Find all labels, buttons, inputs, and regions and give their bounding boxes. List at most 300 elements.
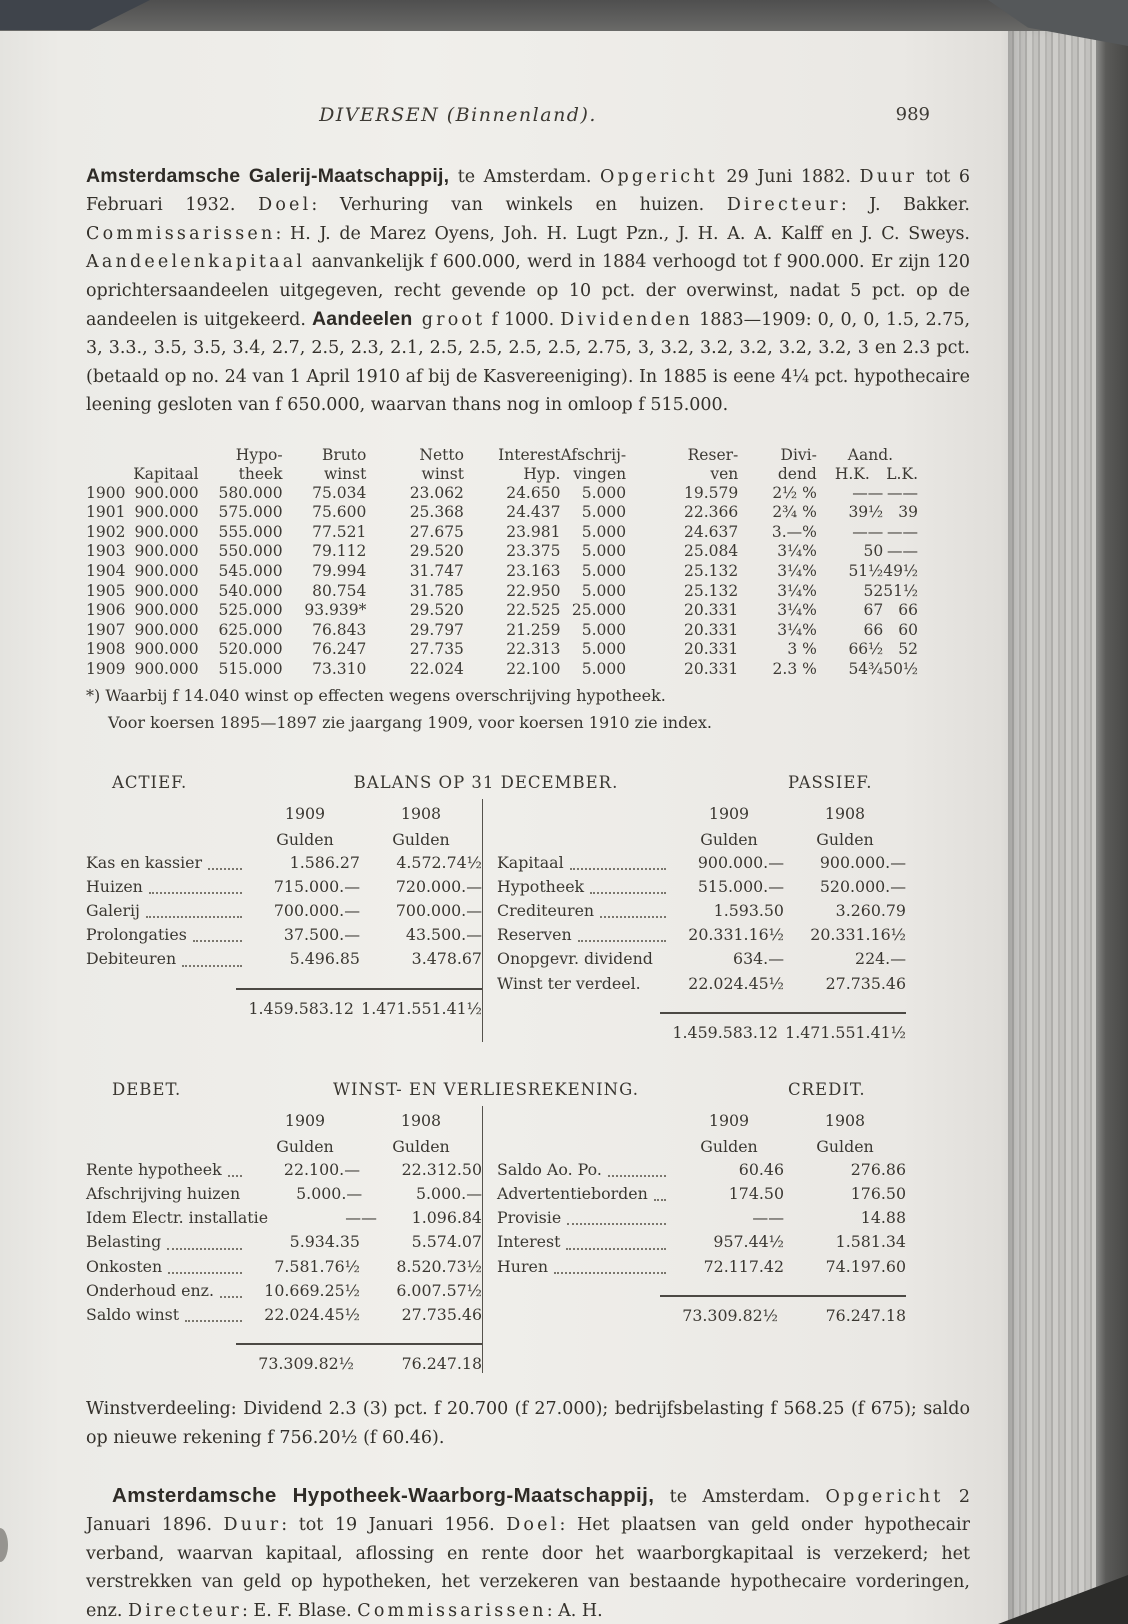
balance-row xyxy=(86,947,482,971)
wv-debet-heading: DEBET. xyxy=(112,1079,182,1099)
total-1909: 1.459.583.12 xyxy=(248,998,354,1018)
col-interest-h2: Hyp. xyxy=(523,464,561,483)
wv-credit-total xyxy=(497,1295,906,1325)
row-label: Interest xyxy=(497,1232,561,1252)
cell-reserven: 20.331 xyxy=(684,601,739,620)
cell-nettowinst: 31.785 xyxy=(409,581,464,600)
text-segment: : E. F. Blase. xyxy=(241,1600,358,1621)
value-1909: 900.000.— xyxy=(697,852,784,872)
year-label: 1909 xyxy=(284,1110,326,1130)
cell-dividend: 2¾ % xyxy=(772,503,817,522)
cell-nettowinst: 27.675 xyxy=(409,522,464,541)
text-segment: 29 Juni 1882. xyxy=(717,167,860,187)
cell-brutowinst: 73.310 xyxy=(312,660,367,678)
dotted-leader xyxy=(566,1230,666,1249)
dotted-leader xyxy=(220,1279,242,1298)
cell-interest: 21.259 xyxy=(506,620,561,639)
cell-reserven: 22.366 xyxy=(684,503,739,522)
cell-interest: 23.375 xyxy=(506,542,561,561)
col-afschrijvingen-h2: vingen xyxy=(573,464,627,483)
cell-koers-hoog: 52 xyxy=(863,581,884,600)
row-label: Prolongaties xyxy=(86,925,187,945)
pl-row xyxy=(86,1255,482,1279)
value-1908: 3.478.67 xyxy=(411,949,482,969)
row-label: Galerij xyxy=(86,901,140,920)
dotted-leader xyxy=(149,875,242,894)
balans-passief-heading: PASSIEF. xyxy=(788,772,873,792)
row-label: Huren xyxy=(497,1256,549,1276)
results-footnote-2: Voor koersen 1895—1897 zie jaargang 1909, voor koersen 1910 zie index. xyxy=(108,713,712,733)
cell-year: 1901 xyxy=(86,503,126,522)
cell-brutowinst: 80.754 xyxy=(312,581,367,600)
value-1908: 700.000.— xyxy=(395,901,482,920)
balans-actief-heading: ACTIEF. xyxy=(112,772,188,792)
value-1908: 276.86 xyxy=(850,1159,906,1179)
value-1908: 720.000.— xyxy=(395,876,482,896)
balans-passief-column xyxy=(482,799,970,1042)
row-label: Afschrijving huizen xyxy=(86,1184,241,1204)
cell-kapitaal: 900.000 xyxy=(134,542,199,561)
cell-kapitaal: 900.000 xyxy=(134,620,199,639)
col-kapitaal-h2: Kapitaal xyxy=(133,464,199,483)
total-1909: 73.309.82½ xyxy=(258,1354,354,1374)
cell-koers-laag: 39 xyxy=(898,503,918,522)
balans-section xyxy=(86,773,970,1042)
cell-brutowinst: 79.994 xyxy=(312,562,367,581)
cell-kapitaal: 900.000 xyxy=(134,581,199,600)
cell-dividend: 3¼% xyxy=(777,620,817,639)
cell-reserven: 25.084 xyxy=(684,542,739,561)
cell-hypotheek: 515.000 xyxy=(218,660,283,678)
balance-row xyxy=(497,947,906,971)
wv-headings xyxy=(86,1080,970,1106)
cell-dividend: 3¼% xyxy=(777,542,817,561)
cell-interest: 22.100 xyxy=(506,660,561,678)
cell-afschrijvingen: 5.000 xyxy=(581,620,627,639)
cell-koers-laag: 50½ xyxy=(883,660,918,678)
text-segment: Opgericht xyxy=(599,167,718,187)
balance-row xyxy=(86,875,482,899)
dotted-leader xyxy=(554,1255,666,1274)
cell-reserven: 19.579 xyxy=(684,483,739,502)
cell-koers-hoog: 66 xyxy=(863,620,884,639)
value-1908: 8.520.73½ xyxy=(396,1256,482,1276)
col-afschrijvingen-h1: Afschrij- xyxy=(560,445,627,464)
text-segment: groot xyxy=(412,310,486,331)
balance-row xyxy=(86,923,482,947)
yearly-results-table xyxy=(86,446,970,680)
text-segment: : J. Bakker. xyxy=(840,195,970,216)
cell-afschrijvingen: 5.000 xyxy=(581,503,627,522)
total-1908: 1.471.551.41½ xyxy=(785,1022,906,1042)
cell-koers-hoog: 50 xyxy=(863,542,884,561)
value-1908: 20.331.16½ xyxy=(810,925,906,945)
value-1908: 22.312.50 xyxy=(401,1159,482,1179)
currency-label: Gulden xyxy=(276,829,334,849)
col-year-h1 xyxy=(86,446,133,465)
value-1908: 27.735.46 xyxy=(825,973,906,993)
cell-nettowinst: 29.520 xyxy=(409,542,464,561)
wv-debet-column xyxy=(86,1106,482,1373)
balans-passief-currency xyxy=(497,829,906,851)
dotted-leader xyxy=(570,851,666,870)
book-page-edges xyxy=(1008,30,1108,1624)
cell-koers-laag: 66 xyxy=(898,601,918,620)
row-label: Reserven xyxy=(497,925,572,945)
wv-credit-rows xyxy=(497,1158,906,1279)
balance-row xyxy=(497,972,906,996)
balance-row xyxy=(497,899,906,923)
value-1909: —— xyxy=(752,1208,784,1228)
cell-koers-hoog: 66½ xyxy=(848,640,884,659)
dotted-leader xyxy=(654,1182,666,1201)
pl-row xyxy=(497,1206,906,1230)
balans-actief-column xyxy=(86,799,482,1042)
cell-dividend: 2.3 % xyxy=(772,660,817,678)
col-interest-h1: Interest xyxy=(498,445,561,464)
row-label: Debiteuren xyxy=(86,949,177,969)
cell-brutowinst: 93.939* xyxy=(304,601,367,620)
cell-brutowinst: 75.034 xyxy=(312,483,367,502)
cell-kapitaal: 900.000 xyxy=(134,562,199,581)
results-table-body xyxy=(86,484,918,680)
cell-koers-hoog: 67 xyxy=(863,601,884,620)
cell-brutowinst: 75.600 xyxy=(312,503,367,522)
currency-label: Gulden xyxy=(276,1136,334,1156)
currency-label: Gulden xyxy=(392,1136,450,1156)
value-1909: 700.000.— xyxy=(273,901,360,920)
text-segment: : tot 19 Januari 1956. xyxy=(281,1515,507,1536)
row-label: Huizen xyxy=(86,876,143,896)
results-footnote-1: *) Waarbij f 14.040 winst op effecten wegens overschrijving hypotheek. xyxy=(86,685,666,705)
col-brutowinst-h2: winst xyxy=(323,464,367,483)
cell-hypotheek: 575.000 xyxy=(218,503,283,522)
value-1908: 74.197.60 xyxy=(825,1256,906,1276)
row-label: Kapitaal xyxy=(497,852,564,872)
cell-koers-hoog: 54¾ xyxy=(848,660,884,678)
cell-dividend: 3 % xyxy=(787,640,817,659)
col-hk-label: H.K. xyxy=(834,464,870,483)
year-label: 1909 xyxy=(708,803,750,823)
value-1909: 10.669.25½ xyxy=(264,1280,360,1300)
text-segment: Aandeelen xyxy=(312,308,413,331)
results-row xyxy=(86,503,918,523)
balans-title: BALANS OP 31 DECEMBER. xyxy=(353,772,619,792)
value-1908: 43.500.— xyxy=(405,925,482,945)
col-reserven-h2: ven xyxy=(710,464,739,483)
cell-hypotheek: 525.000 xyxy=(218,601,283,620)
pl-row xyxy=(497,1158,906,1182)
value-1909: 1.593.50 xyxy=(713,901,784,920)
cell-kapitaal: 900.000 xyxy=(134,601,199,620)
cell-nettowinst: 27.735 xyxy=(409,640,464,659)
col-dividend-h1: Divi- xyxy=(780,445,817,464)
value-1908: 6.007.57½ xyxy=(396,1280,482,1300)
value-1908: 14.88 xyxy=(860,1208,906,1228)
year-label: 1909 xyxy=(284,803,326,823)
value-1908: 1.096.84 xyxy=(411,1208,482,1228)
value-1909: 5.496.85 xyxy=(289,949,360,969)
col-nettowinst-h1: Netto xyxy=(419,445,464,464)
year-label: 1909 xyxy=(708,1110,750,1130)
text-segment: Opgericht xyxy=(825,1487,944,1508)
balance-row xyxy=(497,875,906,899)
balans-actief-total xyxy=(86,988,482,1018)
year-label: 1908 xyxy=(400,1110,442,1130)
cell-afschrijvingen: 25.000 xyxy=(571,601,627,620)
cell-reserven: 20.331 xyxy=(684,660,739,678)
results-row xyxy=(86,523,918,543)
cell-koers-laag: 49½ xyxy=(883,562,918,581)
cell-afschrijvingen: 5.000 xyxy=(581,660,627,678)
text-segment: te Amsterdam. xyxy=(449,167,600,187)
cell-dividend: 3¼% xyxy=(777,601,817,620)
row-label: Saldo winst xyxy=(86,1305,180,1325)
value-1909: 7.581.76½ xyxy=(274,1256,360,1276)
balance-row xyxy=(86,899,482,923)
cell-interest: 23.163 xyxy=(506,562,561,581)
total-1908: 76.247.18 xyxy=(401,1354,482,1374)
cell-nettowinst: 29.797 xyxy=(409,620,464,639)
cell-koers-laag: 51½ xyxy=(883,581,918,600)
value-1908: 520.000.— xyxy=(819,876,906,896)
row-label: Crediteuren xyxy=(497,901,595,920)
pl-row xyxy=(497,1255,906,1279)
balans-headings xyxy=(86,773,970,799)
cell-brutowinst: 77.521 xyxy=(312,522,367,541)
cell-reserven: 25.132 xyxy=(684,581,739,600)
value-1909: 5.000.— xyxy=(296,1184,363,1204)
cell-hypotheek: 580.000 xyxy=(218,483,283,502)
cell-kapitaal: 900.000 xyxy=(134,660,199,678)
results-row xyxy=(86,562,918,582)
dotted-leader xyxy=(590,875,666,894)
results-row xyxy=(86,542,918,562)
text-segment: Amsterdamsche Hypotheek-Waarborg-Maatschappij, xyxy=(112,1484,655,1508)
balance-row xyxy=(497,851,906,875)
pl-row xyxy=(86,1279,482,1303)
text-segment: : H. J. de Marez Oyens, Joh. H. Lugt Pzn., J. H. A. A. Kalff en J. C. Sweys. xyxy=(275,223,970,244)
cell-nettowinst: 25.368 xyxy=(409,503,464,522)
value-1908: 224.— xyxy=(855,949,906,969)
dotted-leader xyxy=(228,1158,242,1177)
dotted-leader xyxy=(567,1206,666,1225)
dotted-leader xyxy=(578,923,666,942)
value-1908: 4.572.74½ xyxy=(396,852,482,872)
total-1909: 1.459.583.12 xyxy=(672,1022,778,1042)
cell-hypotheek: 545.000 xyxy=(218,562,283,581)
text-segment: Commissarissen xyxy=(357,1600,547,1621)
currency-label: Gulden xyxy=(700,829,758,849)
text-segment: Duur xyxy=(859,167,918,187)
results-row xyxy=(86,484,918,504)
text-segment: Directeur xyxy=(726,195,841,216)
currency-label: Gulden xyxy=(700,1136,758,1156)
cell-year: 1902 xyxy=(86,522,126,541)
pl-row xyxy=(497,1230,906,1254)
cell-hypotheek: 625.000 xyxy=(218,620,283,639)
cell-afschrijvingen: 5.000 xyxy=(581,522,627,541)
dotted-leader xyxy=(608,1158,666,1177)
value-1908: 5.000.— xyxy=(415,1184,482,1204)
value-1909: 515.000.— xyxy=(697,876,784,896)
winst-verlies-section xyxy=(86,1080,970,1373)
cell-hypotheek: 520.000 xyxy=(218,640,283,659)
cell-reserven: 20.331 xyxy=(684,640,739,659)
total-1908: 76.247.18 xyxy=(825,1305,906,1325)
row-label: Hypotheek xyxy=(497,876,585,896)
cell-interest: 24.437 xyxy=(506,503,561,522)
balans-passief-total xyxy=(497,1012,906,1042)
cell-hypotheek: 555.000 xyxy=(218,522,283,541)
value-1909: 5.934.35 xyxy=(289,1232,360,1252)
company2-paragraph xyxy=(86,1482,970,1624)
total-1909: 73.309.82½ xyxy=(682,1305,778,1325)
results-row xyxy=(86,621,918,641)
value-1909: 37.500.— xyxy=(283,925,360,945)
balans-passief-rows xyxy=(497,851,906,996)
wv-title: WINST- EN VERLIESREKENING. xyxy=(333,1079,639,1099)
cell-koers-hoog: —— xyxy=(852,522,884,541)
cell-year: 1908 xyxy=(86,640,126,659)
cell-interest: 23.981 xyxy=(506,522,561,541)
col-kapitaal-h1 xyxy=(133,446,198,465)
value-1909: 72.117.42 xyxy=(703,1256,784,1276)
balance-row xyxy=(86,851,482,875)
dotted-leader xyxy=(193,923,242,942)
text-segment: : Verhuring van winkels en huizen. xyxy=(311,195,727,216)
value-1909: 957.44½ xyxy=(713,1232,784,1252)
dotted-leader xyxy=(182,947,242,966)
dotted-leader xyxy=(168,1255,242,1274)
row-label: Kas en kassier xyxy=(86,852,203,872)
cell-year: 1903 xyxy=(86,542,126,561)
cell-koers-laag: 52 xyxy=(898,640,918,659)
value-1909: 22.100.— xyxy=(283,1159,360,1179)
cell-year: 1909 xyxy=(86,660,126,678)
currency-label: Gulden xyxy=(816,829,874,849)
year-label: 1908 xyxy=(400,803,442,823)
running-title: DIVERSEN (Binnenland). xyxy=(319,104,597,126)
row-label: Rente hypotheek xyxy=(86,1159,222,1179)
page-number: 989 xyxy=(895,104,930,125)
cell-kapitaal: 900.000 xyxy=(134,640,199,659)
balans-actief-rows xyxy=(86,851,482,972)
col-nettowinst-h2: winst xyxy=(421,464,464,483)
wv-debet-rows xyxy=(86,1158,482,1327)
text-segment: Commissarissen xyxy=(86,223,276,244)
value-1908: 900.000.— xyxy=(819,852,906,872)
balans-actief-currency xyxy=(86,829,482,851)
value-1909: 715.000.— xyxy=(273,876,360,896)
row-label: Belasting xyxy=(86,1232,162,1252)
pl-row xyxy=(86,1303,482,1327)
cell-afschrijvingen: 5.000 xyxy=(581,640,627,659)
text-segment: Directeur xyxy=(127,1600,242,1621)
cell-year: 1900 xyxy=(86,483,126,502)
cell-nettowinst: 29.520 xyxy=(409,601,464,620)
row-label: Onkosten xyxy=(86,1256,163,1276)
text-segment: Amsterdamsche Galerij-Maatschappij, xyxy=(86,165,450,187)
cell-brutowinst: 79.112 xyxy=(312,542,367,561)
text-segment: Dividenden xyxy=(560,310,694,331)
page-content xyxy=(86,0,970,1624)
col-hypotheek-h1: Hypo- xyxy=(235,445,283,464)
pl-row xyxy=(86,1158,482,1182)
cell-dividend: 3¼% xyxy=(777,581,817,600)
results-row xyxy=(86,660,918,680)
results-row xyxy=(86,582,918,602)
col-lk-label: L.K. xyxy=(886,464,918,483)
value-1909: 634.— xyxy=(733,949,784,969)
cell-year: 1904 xyxy=(86,562,126,581)
wv-debet-currency xyxy=(86,1136,482,1158)
cell-afschrijvingen: 5.000 xyxy=(581,562,627,581)
row-label: Onopgevr. dividend xyxy=(497,949,653,969)
value-1908: 3.260.79 xyxy=(835,901,906,920)
pl-row xyxy=(86,1230,482,1254)
cell-dividend: 3.—% xyxy=(771,522,817,541)
text-segment: : Het plaatsen van geld onder hypothecair verband, waarvan kapitaal, aflossing en rente door het waarborgkapitaal is verzekerd; het verstrekken van geld op hypotheken, het verzekeren van bestaande hypothecaire vorderingen, enz. xyxy=(86,1515,970,1621)
text-segment: aanvankelijk f 600.000, werd in 1884 verhoogd tot f 900.000. Er zijn 120 oprichtersaandeelen uitgegeven, recht gevende op 10 pct. der overwinst, nadat 5 pct. op de aandeelen is uitgekeerd. xyxy=(86,252,970,331)
cell-afschrijvingen: 5.000 xyxy=(581,581,627,600)
col-hk-lk-h2 xyxy=(823,465,918,484)
dotted-leader xyxy=(167,1230,242,1249)
text-segment: te Amsterdam. xyxy=(654,1487,826,1508)
results-table-header xyxy=(86,446,918,484)
row-label: Winst ter verdeel. xyxy=(497,973,641,993)
currency-label: Gulden xyxy=(392,829,450,849)
value-1909: 20.331.16½ xyxy=(688,925,784,945)
wv-debet-years xyxy=(86,1110,482,1132)
value-1908: 176.50 xyxy=(850,1184,906,1204)
cell-nettowinst: 31.747 xyxy=(409,562,464,581)
row-label: Saldo Ao. Po. xyxy=(497,1159,602,1179)
cell-hypotheek: 540.000 xyxy=(218,581,283,600)
cell-nettowinst: 23.062 xyxy=(409,483,464,502)
balans-actief-years xyxy=(86,803,482,825)
results-row xyxy=(86,601,918,621)
col-brutowinst-h1: Bruto xyxy=(322,445,367,464)
col-hypotheek-h2: theek xyxy=(238,464,283,483)
cell-reserven: 24.637 xyxy=(684,522,739,541)
text-segment: f 1000. xyxy=(485,310,561,331)
value-1909: —— xyxy=(345,1208,377,1228)
wv-debet-total xyxy=(86,1343,482,1373)
value-1908: 27.735.46 xyxy=(401,1305,482,1325)
dotted-leader xyxy=(208,851,242,870)
cell-year: 1907 xyxy=(86,620,126,639)
cell-brutowinst: 76.843 xyxy=(312,620,367,639)
cell-reserven: 25.132 xyxy=(684,562,739,581)
cell-kapitaal: 900.000 xyxy=(134,483,199,502)
cell-koers-laag: —— xyxy=(887,522,918,541)
cell-dividend: 2½ % xyxy=(772,483,817,502)
row-label: Provisie xyxy=(497,1208,562,1228)
year-label: 1908 xyxy=(824,1110,866,1130)
wv-credit-heading: CREDIT. xyxy=(788,1079,866,1099)
balans-passief-years xyxy=(497,803,906,825)
cell-year: 1905 xyxy=(86,581,126,600)
dotted-leader xyxy=(600,899,666,918)
text-segment: Aandeelenkapitaal xyxy=(86,252,306,273)
value-1908: 1.581.34 xyxy=(835,1232,906,1252)
cell-koers-hoog: 51½ xyxy=(848,562,884,581)
cell-koers-laag: 60 xyxy=(898,620,918,639)
text-segment: Duur xyxy=(223,1515,282,1536)
cell-interest: 22.525 xyxy=(506,601,561,620)
dotted-leader xyxy=(185,1303,242,1322)
